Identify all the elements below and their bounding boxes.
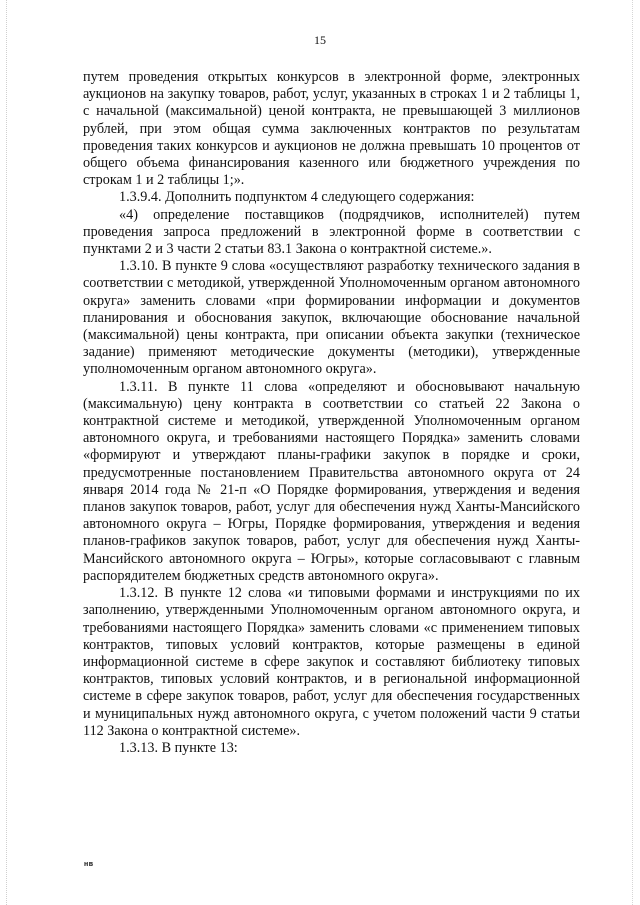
paragraph-1-3-13: 1.3.13. В пункте 13:: [119, 739, 238, 756]
document-body: [83, 69, 580, 757]
scan-edge-right: [632, 0, 634, 905]
paragraph-continuation: путем проведения открытых конкурсов в электронной форме, электронных аукционов на закупку товаров, работ, услуг, указанных в строках 1 и 2 таблицы 1, с начальной (максимальной) ценой контракта, не превышающей 3 миллионов рублей, при этом общая сумма заключенных контрактов по результатам проведения таких конкурсов и аукционов не должна превышать 10 процентов от общего объема финансирования казенного или бюджетного учреждения по строкам 1 и 2 таблицы 1;».: [83, 69, 580, 189]
scan-edge-left: [6, 0, 8, 905]
page-number: 15: [314, 33, 326, 47]
paragraph-1-3-11: 1.3.11. В пункте 11 слова «определяют и обосновывают начальную (максимальную) цену контракта в соответствии со статьей 22 Закона о контрактной системе и методикой, утвержденной Уполномоченным органом автономного округа, и требованиями настоящего Порядка» заменить словами «формируют и утверждают планы-графики закупок в порядке и сроки, предусмотренные постановлением Правительства автономного округа от 24 января 2014 года № 21-п «О Порядке формирования, утверждения и ведения планов закупок товаров, работ, услуг для обеспечения нужд Ханты-Мансийского автономного округа – Югры, Порядке формирования, утверждения и ведения планов-графиков закупок товаров, работ, услуг для обеспечения нужд Ханты-Мансийского автономного округа – Югры», которые согласовывают с главным распорядителем бюджетных средств автономного округа».: [83, 378, 580, 584]
paragraph-subclause-4: «4) определение поставщиков (подрядчиков, исполнителей) путем проведения запроса предложений в электронной форме в соответствии с пунктами 2 и 3 части 2 статьи 83.1 Закона о контрактной системе.».: [83, 206, 580, 258]
paragraph-1-3-9-4: 1.3.9.4. Дополнить подпунктом 4 следующего содержания:: [119, 189, 475, 206]
paragraph-1-3-10: 1.3.10. В пункте 9 слова «осуществляют разработку технического задания в соответствии с методикой, утвержденной Уполномоченным органом автономного округа» заменить словами «при формировании информации и документов планирования и обоснования закупок, включающие обоснование начальной (максимальной) цены контракта, при описании объекта закупки (техническое задание) применяют методические документы (методики), утвержденные уполномоченным органом автономного округа».: [83, 258, 580, 378]
footer-code: нв: [84, 861, 94, 868]
paragraph-1-3-12: 1.3.12. В пункте 12 слова «и типовыми формами и инструкциями по их заполнению, утвержденными Уполномоченным органом автономного округа, и требованиями настоящего Порядка» заменить словами «с применением типовых контрактов, типовых условий контрактов, которые размещены в единой информационной системе в сфере закупок и составляют библиотеку типовых контрактов, типовых условий контрактов, и в региональной информационной системе в сфере закупок товаров, работ, услуг для обеспечения государственных и муниципальных нужд автономного округа, с учетом положений части 9 статьи 112 Закона о контрактной системе».: [83, 585, 580, 739]
